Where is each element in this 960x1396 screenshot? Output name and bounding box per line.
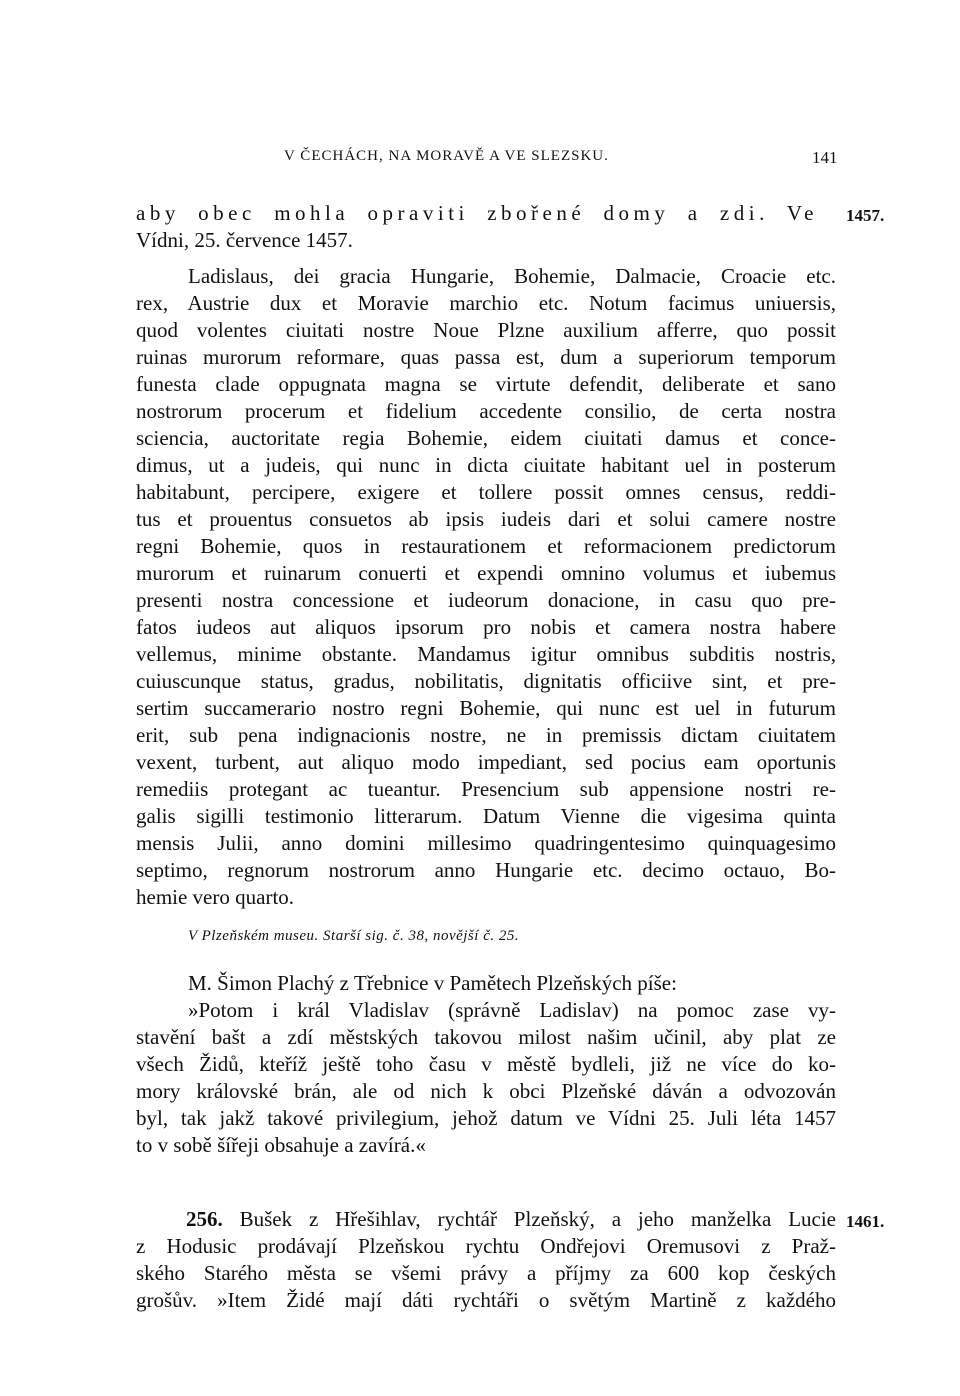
charter-line: vellemus, minime obstante. Mandamus igitur omnibus subditis nostris, — [136, 642, 836, 666]
commentary-line: všech Židů, kteříž ještě toho času v městě bydleli, již ne více do ko- — [136, 1052, 836, 1076]
charter-line: mensis Julii, anno domini millesimo quadringentesimo quinquagesimo — [136, 831, 836, 855]
charter-line: dimus, ut a judeis, qui nunc in dicta ciuitate habitant uel in posterum — [136, 453, 836, 477]
charter-line: funesta clade oppugnata magna se virtute defendit, deliberate et sano — [136, 372, 836, 396]
running-head: V ČECHÁCH, NA MORAVĚ A VE SLEZSKU. — [284, 148, 609, 164]
charter-line: cuiuscunque status, gradus, nobilitatis, dignitatis officiive sint, et pre- — [136, 669, 836, 693]
entry-line: z Hodusic prodávají Plzeňskou rychtu Ondřejovi Oremusovi z Praž- — [136, 1234, 836, 1258]
source-note: V Plzeňském museu. Starší sig. č. 38, novější č. 25. — [188, 928, 520, 944]
charter-line: fatos iudeos aut aliquos ipsorum pro nobis et camera nostra habere — [136, 615, 836, 639]
charter-line: erit, sub pena indignacionis nostre, ne in premissis dictam ciuitatem — [136, 723, 836, 747]
charter-line: vexent, turbent, aut aliquo modo impediant, sed pocius eam oportunis — [136, 750, 836, 774]
charter-line: Ladislaus, dei gracia Hungarie, Bohemie, Dalmacie, Croacie etc. — [188, 264, 836, 288]
charter-line: rex, Austrie dux et Moravie marchio etc. Notum facimus uniuersis, — [136, 291, 836, 315]
charter-line: regni Bohemie, quos in restaurationem et reformacionem predictorum — [136, 534, 836, 558]
margin-year: 1457. — [846, 206, 885, 225]
entry-summary-line: Vídni, 25. července 1457. — [136, 228, 353, 252]
entry-line: ského Starého města se všemi právy a příjmy za 600 kop českých — [136, 1261, 836, 1285]
charter-line: ruinas murorum reformare, quas passa est, dum a superiorum temporum — [136, 345, 836, 369]
charter-line: tus et prouentus consuetos ab ipsis iudeis dari et solui camere nostre — [136, 507, 836, 531]
charter-line: presenti nostra concessione et iudeorum donacione, in casu quo pre- — [136, 588, 836, 612]
margin-year: 1461. — [846, 1212, 885, 1231]
charter-line: remediis protegant ac tueantur. Presencium sub appensione nostri re- — [136, 777, 836, 801]
page-number: 141 — [812, 148, 838, 167]
charter-line: hemie vero quarto. — [136, 885, 295, 909]
charter-line: sertim succamerario nostro regni Bohemie, qui nunc est uel in futurum — [136, 696, 836, 720]
charter-line: sciencia, auctoritate regia Bohemie, eidem ciuitati damus et conce- — [136, 426, 836, 450]
charter-line: galis sigilli testimonio litterarum. Datum Vienne die vigesima quinta — [136, 804, 836, 828]
entry-heading-text: Bušek z Hřešihlav, rychtář Plzeňský, a jeho manželka Lucie — [239, 1207, 837, 1231]
commentary-line: mory královské brán, ale od nich k obci Plzeňské dáván a odvozován — [136, 1079, 836, 1103]
charter-line: habitabunt, percipere, exigere et tollere possit omnes census, reddi- — [136, 480, 836, 504]
entry-number: 256. — [186, 1207, 223, 1231]
charter-line: quod volentes ciuitati nostre Noue Plzne auxilium afferre, quo possit — [136, 318, 836, 342]
commentary-line: stavění bašt a zdí městských takovou milost našim učinil, aby plat ze — [136, 1025, 836, 1049]
commentary-line: M. Šimon Plachý z Třebnice v Pamětech Plzeňských píše: — [188, 971, 677, 995]
commentary-line: byl, tak jakž takové privilegium, jehož datum ve Vídni 25. Juli léta 1457 — [136, 1106, 836, 1130]
entry-256-first-line — [186, 1206, 836, 1233]
entry-summary-line: aby obec mohla opraviti zbořené domy a zdi. Ve — [136, 201, 818, 225]
entry-line: grošův. »Item Židé mají dáti rychtáři o světým Martině z každého — [136, 1288, 836, 1312]
commentary-line: »Potom i král Vladislav (správně Ladislav) na pomoc zase vy- — [188, 998, 836, 1022]
charter-line: septimo, regnorum nostrorum anno Hungarie etc. decimo octauo, Bo- — [136, 858, 836, 882]
charter-line: nostrorum procerum et fidelium accedente consilio, de certa nostra — [136, 399, 836, 423]
commentary-line: to v sobě šířeji obsahuje a zavírá.« — [136, 1133, 426, 1157]
charter-line: murorum et ruinarum conuerti et expendi omnino volumus et iubemus — [136, 561, 836, 585]
